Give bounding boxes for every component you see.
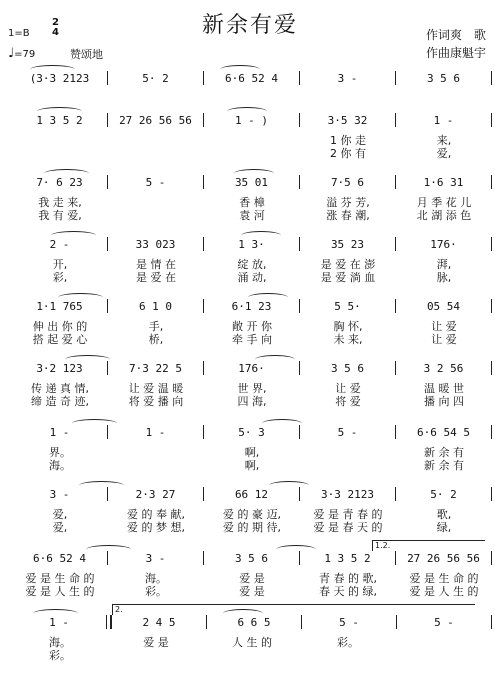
measure: 3 2 56 bbox=[423, 361, 464, 375]
measure: 3·5 32 bbox=[327, 113, 368, 127]
score-system bbox=[0, 112, 500, 172]
lyric-segment: 让 爱 bbox=[431, 333, 457, 345]
lyric-segment bbox=[300, 647, 396, 661]
measure: 5· 3 bbox=[238, 425, 265, 439]
lyric-segment bbox=[108, 145, 204, 159]
measure: 66 12 bbox=[234, 487, 269, 501]
lyric-segment: 我 走 来, bbox=[38, 196, 82, 208]
measure: 5· 2 bbox=[142, 71, 169, 85]
lyric-segment: 未 来, bbox=[333, 333, 363, 345]
lyric-segment bbox=[204, 145, 300, 159]
measure: 3 5 6 bbox=[330, 361, 365, 375]
score-system bbox=[0, 298, 500, 358]
lyric-segment: 牵 手 向 bbox=[232, 333, 272, 345]
lyric-segment: 1 你 走 bbox=[330, 134, 366, 146]
lyric-segment: 我 有 爱, bbox=[38, 209, 82, 221]
lyric-segment: 播 向 四 bbox=[424, 395, 464, 407]
lyric-segment: 爱 是 bbox=[143, 636, 169, 648]
lyrics-line-2 bbox=[12, 519, 492, 533]
lyric-segment bbox=[204, 647, 300, 661]
lyric-segment: 涨 春 潮, bbox=[326, 209, 370, 221]
measure: 6·6 54 5 bbox=[417, 425, 470, 439]
lyric-segment bbox=[108, 457, 204, 471]
slur-mark bbox=[234, 169, 274, 178]
slur-mark bbox=[86, 545, 131, 554]
measure: 27 26 56 56 bbox=[119, 113, 192, 127]
measure: 3·2 123 bbox=[36, 361, 83, 375]
bar-line bbox=[491, 71, 492, 85]
lyric-segment: 缔 造 奇 迹, bbox=[31, 395, 89, 407]
lyric-segment bbox=[300, 457, 396, 471]
measure: 3·3 2123 bbox=[321, 487, 374, 501]
slur-mark bbox=[65, 355, 110, 364]
lyric-segment bbox=[300, 90, 396, 104]
lyrics-line-1 bbox=[12, 194, 492, 208]
slur-mark bbox=[37, 107, 82, 116]
slur-mark bbox=[220, 65, 260, 74]
lyric-segment: 爱 的 豪 迈, bbox=[223, 508, 281, 520]
bar-line bbox=[491, 425, 492, 439]
lyrics-line-1 bbox=[12, 318, 492, 332]
lyric-segment: 是 爱 在 bbox=[136, 271, 176, 283]
measure: 05 54 bbox=[426, 299, 461, 313]
slur-mark bbox=[227, 107, 267, 116]
lyric-segment bbox=[108, 647, 204, 661]
measure: 176· bbox=[238, 361, 265, 375]
composer-credit: 作曲康魁宇 bbox=[425, 46, 486, 60]
lyric-segment: 爱 是 青 春 的 bbox=[313, 508, 383, 520]
lyric-segment bbox=[396, 90, 492, 104]
lyric-segment bbox=[108, 444, 204, 458]
lyric-segment: 爱 的 期 待, bbox=[223, 521, 281, 533]
measure: 1·6 31 bbox=[423, 175, 464, 189]
measure: 1 - bbox=[433, 113, 454, 127]
lyric-segment: 绿, bbox=[436, 521, 452, 533]
lyric-segment: 啊, bbox=[244, 459, 260, 471]
quarter-note-icon: ♩ bbox=[8, 46, 15, 61]
score-system bbox=[0, 614, 500, 674]
lyricist-credit: 作词爽 歌 bbox=[425, 28, 486, 42]
measure: 5 - bbox=[339, 615, 359, 629]
lyric-segment: 爱, bbox=[52, 521, 68, 533]
lyrics-line-1 bbox=[12, 634, 492, 648]
lyric-segment: 爱, bbox=[52, 508, 68, 520]
lyric-segment: 让 爱 温 暖 bbox=[128, 382, 184, 394]
lyric-segment: 爱 是 bbox=[239, 572, 265, 584]
lyrics-line-1 bbox=[12, 132, 492, 146]
lyric-segment: 是 爱 淌 血 bbox=[320, 271, 376, 283]
lyric-segment bbox=[108, 207, 204, 221]
slur-mark bbox=[79, 481, 124, 490]
measure: 1 - bbox=[49, 425, 70, 439]
lyric-segment: 绽 放, bbox=[237, 258, 267, 270]
lyric-segment: 彩。 bbox=[337, 636, 359, 648]
lyrics-line-1 bbox=[12, 380, 492, 394]
lyric-segment: 彩, bbox=[52, 271, 68, 283]
score-system bbox=[0, 550, 500, 610]
lyric-segment: 手, bbox=[148, 320, 164, 332]
time-signature-top: 2 bbox=[52, 17, 59, 28]
lyric-segment: 海。 bbox=[49, 636, 71, 648]
slur-mark bbox=[276, 545, 316, 554]
tempo-value: =79 bbox=[14, 49, 36, 60]
lyric-segment: 桥, bbox=[148, 333, 164, 345]
score-system bbox=[0, 360, 500, 420]
lyric-segment: 将 爱 播 向 bbox=[128, 395, 184, 407]
measure: 7·5 6 bbox=[330, 175, 365, 189]
bar-line bbox=[491, 487, 492, 501]
lyrics-line-2 bbox=[12, 269, 492, 283]
lyric-segment bbox=[204, 90, 300, 104]
time-signature-bottom: 4 bbox=[52, 27, 59, 38]
lyric-segment: 海。 bbox=[49, 459, 71, 471]
score-system bbox=[0, 486, 500, 546]
lyric-segment bbox=[108, 194, 204, 208]
lyric-segment bbox=[204, 132, 300, 146]
lyric-segment: 搭 起 爱 心 bbox=[32, 333, 88, 345]
measure: 6 1 0 bbox=[138, 299, 173, 313]
lyrics-line-2 bbox=[12, 331, 492, 345]
lyric-segment: 世 界, bbox=[237, 382, 267, 394]
lyric-segment: 四 海, bbox=[237, 395, 267, 407]
bar-line bbox=[491, 551, 492, 565]
slur-mark bbox=[72, 419, 117, 428]
lyric-segment: 爱, bbox=[436, 147, 452, 159]
measure: 3 5 6 bbox=[426, 71, 461, 85]
measure: (3·3 2123 bbox=[29, 71, 90, 85]
lyric-segment: 人 生 的 bbox=[232, 636, 272, 648]
time-signature bbox=[52, 18, 59, 38]
lyric-segment: 来, bbox=[436, 134, 452, 146]
lyric-segment: 海。 bbox=[145, 572, 167, 584]
measure: 35 01 bbox=[234, 175, 269, 189]
measure: 1 3 5 2 bbox=[324, 551, 371, 565]
bar-line bbox=[491, 615, 492, 629]
measure: 1·1 765 bbox=[36, 299, 83, 313]
expression-marking: 赞颂地 bbox=[70, 48, 103, 61]
lyric-segment bbox=[12, 145, 108, 159]
lyric-segment: 让 爱 bbox=[431, 320, 457, 332]
lyric-segment: 北 湖 添 色 bbox=[416, 209, 472, 221]
lyric-segment: 开, bbox=[52, 258, 68, 270]
lyric-segment: 爱 的 梦 想, bbox=[127, 521, 185, 533]
lyric-segment: 啊, bbox=[244, 446, 260, 458]
measure: 3 5 6 bbox=[234, 551, 269, 565]
bar-line bbox=[491, 175, 492, 189]
measure: 5 - bbox=[434, 615, 454, 629]
lyric-segment bbox=[12, 132, 108, 146]
lyrics-line-1 bbox=[12, 256, 492, 270]
measure: 6 6 5 bbox=[237, 615, 271, 629]
lyric-segment: 敞 开 你 bbox=[232, 320, 272, 332]
notation-line bbox=[12, 550, 492, 566]
lyric-segment: 春 天 的 绿, bbox=[319, 585, 377, 597]
measure: 5 - bbox=[145, 175, 166, 189]
measure: 1 3 5 2 bbox=[36, 113, 83, 127]
measure: 3 - bbox=[49, 487, 70, 501]
measure: 2 - bbox=[49, 237, 70, 251]
lyric-segment: 青 春 的 歌, bbox=[319, 572, 377, 584]
lyric-segment: 将 爱 bbox=[335, 395, 361, 407]
lyric-segment: 香 樟 bbox=[239, 196, 265, 208]
bar-line bbox=[491, 299, 492, 313]
measure: 35 23 bbox=[330, 237, 365, 251]
lyric-segment: 是 爱 在 澎 bbox=[320, 258, 376, 270]
measure: 1 - bbox=[49, 615, 69, 629]
lyric-segment bbox=[396, 634, 492, 648]
measure: 1 - bbox=[145, 425, 166, 439]
measure: 5 5· bbox=[334, 299, 361, 313]
lyric-segment: 2 你 有 bbox=[330, 147, 366, 159]
measure: 5· 2 bbox=[430, 487, 457, 501]
slur-mark bbox=[262, 419, 302, 428]
lyric-segment bbox=[108, 132, 204, 146]
measure: 3 - bbox=[337, 71, 358, 85]
lyric-segment: 新 余 有 bbox=[424, 446, 464, 458]
lyrics-line-2 bbox=[12, 207, 492, 221]
measure: 176· bbox=[430, 237, 457, 251]
lyrics-line-2 bbox=[12, 457, 492, 471]
slur-mark bbox=[33, 609, 78, 618]
lyric-segment: 爱 是 人 生 的 bbox=[409, 585, 479, 597]
measure: 1 3· bbox=[238, 237, 265, 251]
bar-line bbox=[491, 113, 492, 127]
measure: 6·6 52 4 bbox=[33, 551, 86, 565]
slur-mark bbox=[241, 231, 281, 240]
volta-first-ending: 1.2. bbox=[372, 540, 485, 551]
slur-mark bbox=[44, 169, 89, 178]
lyric-segment: 脉, bbox=[436, 271, 452, 283]
lyric-segment: 湃, bbox=[436, 258, 452, 270]
measure: 1 - ) bbox=[234, 113, 269, 127]
lyric-segment: 彩。 bbox=[145, 585, 167, 597]
lyric-segment: 歌, bbox=[436, 508, 452, 520]
tempo-marking bbox=[8, 46, 35, 61]
slur-mark bbox=[269, 481, 309, 490]
measure: 7·3 22 5 bbox=[129, 361, 182, 375]
lyric-segment: 月 季 花 儿 bbox=[416, 196, 472, 208]
lyric-segment: 传 递 真 情, bbox=[31, 382, 89, 394]
lyric-segment: 是 情 在 bbox=[136, 258, 176, 270]
lyric-segment: 新 余 有 bbox=[424, 459, 464, 471]
slur-mark bbox=[255, 355, 295, 364]
measure: 2·3 27 bbox=[135, 487, 176, 501]
bar-line bbox=[491, 361, 492, 375]
measure: 6·6 52 4 bbox=[225, 71, 278, 85]
lyric-segment: 爱 是 生 命 的 bbox=[409, 572, 479, 584]
bar-line bbox=[491, 237, 492, 251]
lyric-segment: 爱 是 春 天 的 bbox=[313, 521, 383, 533]
lyrics-line-1 bbox=[12, 444, 492, 458]
score-system bbox=[0, 236, 500, 296]
song-title: 新余有爱 bbox=[201, 13, 298, 38]
measure: 5 - bbox=[337, 425, 358, 439]
measure: 6·1 23 bbox=[231, 299, 272, 313]
lyric-segment: 彩。 bbox=[49, 649, 71, 661]
volta-second-ending: 2. bbox=[112, 604, 475, 615]
score-system bbox=[0, 174, 500, 234]
lyric-segment: 爱 是 人 生 的 bbox=[25, 585, 95, 597]
lyric-segment bbox=[300, 444, 396, 458]
measure: 27 26 56 56 bbox=[407, 551, 480, 565]
lyric-segment: 爱 是 生 命 的 bbox=[25, 572, 95, 584]
lyric-segment: 伸 出 你 的 bbox=[32, 320, 88, 332]
lyric-segment: 袁 河 bbox=[239, 209, 265, 221]
slur-mark bbox=[30, 65, 75, 74]
lyrics-line-2 bbox=[12, 145, 492, 159]
score-system bbox=[0, 424, 500, 484]
lyrics-line-2 bbox=[12, 393, 492, 407]
lyrics-line-1 bbox=[12, 90, 492, 104]
lyric-segment: 爱 是 bbox=[239, 585, 265, 597]
lyric-segment bbox=[12, 90, 108, 104]
lyric-segment: 胸 怀, bbox=[333, 320, 363, 332]
lyrics-line-2 bbox=[12, 583, 492, 597]
lyrics-line-1 bbox=[12, 506, 492, 520]
lyric-segment: 界。 bbox=[49, 446, 71, 458]
lyrics-line-2 bbox=[12, 647, 492, 661]
measure: 2 4 5 bbox=[142, 615, 176, 629]
measure: 33 023 bbox=[135, 237, 176, 251]
lyric-segment: 溢 芬 芳, bbox=[326, 196, 370, 208]
key-signature: 1=B bbox=[8, 28, 30, 39]
measure: 7· 6 23 bbox=[36, 175, 83, 189]
lyric-segment bbox=[108, 90, 204, 104]
lyric-segment: 爱 的 奉 献, bbox=[127, 508, 185, 520]
slur-mark bbox=[51, 231, 96, 240]
lyric-segment: 让 爱 bbox=[335, 382, 361, 394]
slur-mark bbox=[58, 293, 103, 302]
measure: 3 - bbox=[145, 551, 166, 565]
lyric-segment bbox=[396, 647, 492, 661]
lyric-segment: 温 暖 世 bbox=[424, 382, 464, 394]
slur-mark bbox=[248, 293, 288, 302]
lyrics-line-1 bbox=[12, 570, 492, 584]
lyric-segment: 涌 动, bbox=[237, 271, 267, 283]
